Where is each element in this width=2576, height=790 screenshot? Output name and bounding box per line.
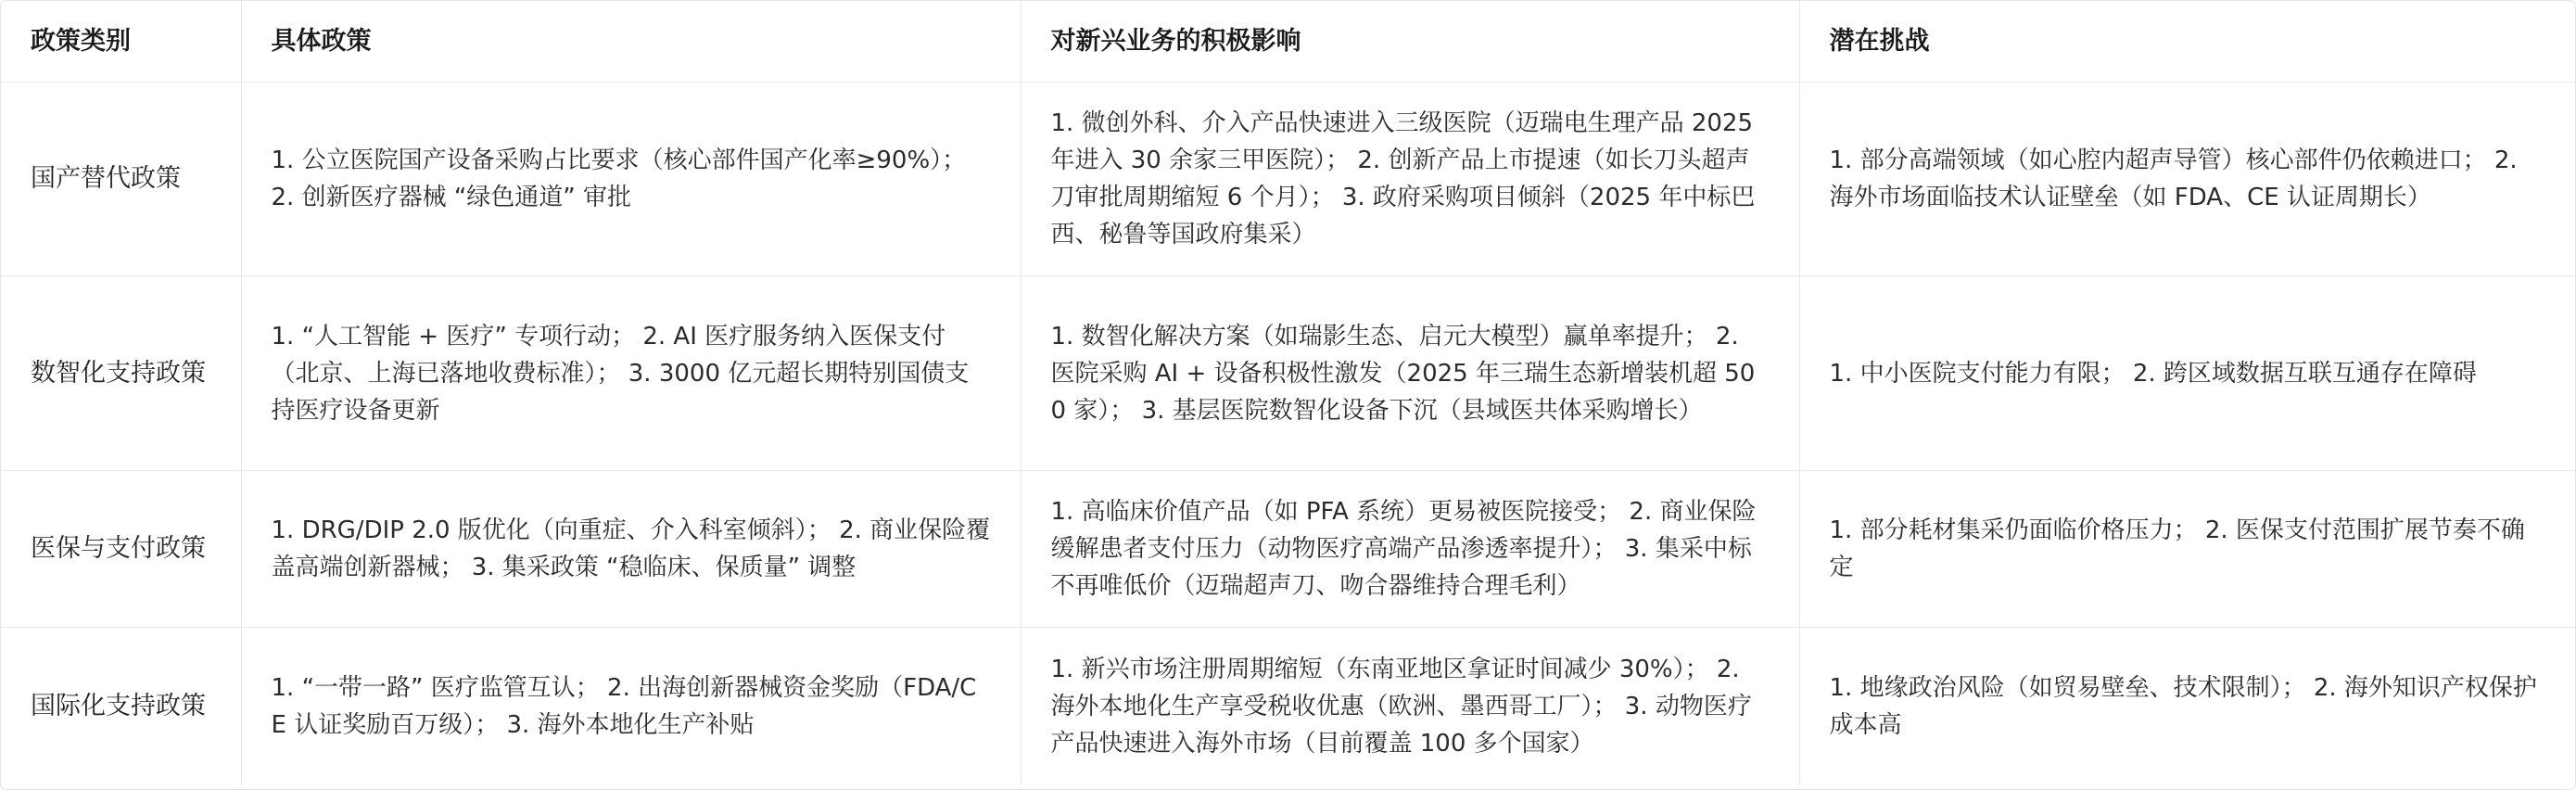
cell-challenge: 1. 地缘政治风险（如贸易壁垒、技术限制）； 2. 海外知识产权保护成本高	[1829, 674, 2537, 739]
header-policy-category: 政策类别	[1, 1, 241, 83]
cell-category: 医保与支付政策	[1, 471, 241, 628]
header-specific-policy: 具体政策	[241, 1, 1021, 83]
cell-impact: 1. 微创外科、介入产品快速进入三级医院（迈瑞电生理产品 2025 年进入 30 余家三甲医院）； 2. 创新产品上市提速（如长刀头超声刀审批周期缩短 6 个月）； 3. 政府采购项目倾斜（2025 年中标巴西、秘鲁等国政府集采）	[1021, 83, 1799, 276]
table-row	[1, 471, 2575, 628]
table-header-row	[1, 1, 2575, 83]
cell-policy: 1. 公立医院国产设备采购占比要求（核心部件国产化率≥90%）； 2. 创新医疗器械 “绿色通道” 审批	[241, 83, 1021, 276]
policy-table	[1, 1, 2575, 785]
cell-category: 国际化支持政策	[1, 628, 241, 786]
header-positive-impact: 对新兴业务的积极影响	[1021, 1, 1799, 83]
table-row	[1, 628, 2575, 786]
cell-category: 数智化支持政策	[1, 276, 241, 471]
cell-impact: 1. 高临床价值产品（如 PFA 系统）更易被医院接受； 2. 商业保险缓解患者支付压力（动物医疗高端产品渗透率提升）； 3. 集采中标不再唯低价（迈瑞超声刀、吻合器维持合理毛利）	[1021, 471, 1799, 628]
table-row	[1, 83, 2575, 276]
cell-impact: 1. 数智化解决方案（如瑞影生态、启元大模型）赢单率提升； 2. 医院采购 AI + 设备积极性激发（2025 年三瑞生态新增装机超 500 家）； 3. 基层医院数智化设备下沉（县域医共体采购增长）	[1021, 276, 1799, 471]
table-row	[1, 276, 2575, 471]
cell-challenge: 1. 部分耗材集采仍面临价格压力； 2. 医保支付范围扩展节奏不确定	[1799, 471, 2575, 628]
cell-policy: 1. DRG/DIP 2.0 版优化（向重症、介入科室倾斜）； 2. 商业保险覆盖高端创新器械； 3. 集采政策 “稳临床、保质量” 调整	[241, 471, 1021, 628]
cell-challenge: 1. 中小医院支付能力有限； 2. 跨区域数据互联互通存在障碍	[1799, 276, 2575, 471]
cell-policy: 1. “一带一路” 医疗监管互认； 2. 出海创新器械资金奖励（FDA/CE 认证奖励百万级）； 3. 海外本地化生产补贴	[241, 628, 1021, 786]
cell-policy: 1. “人工智能 + 医疗” 专项行动； 2. AI 医疗服务纳入医保支付（北京、上海已落地收费标准）； 3. 3000 亿元超长期特别国债支持医疗设备更新	[241, 276, 1021, 471]
cell-impact: 1. 新兴市场注册周期缩短（东南亚地区拿证时间减少 30%）； 2. 海外本地化生产享受税收优惠（欧洲、墨西哥工厂）； 3. 动物医疗产品快速进入海外市场（目前覆盖 100 多个国家）	[1021, 628, 1799, 786]
cell-category: 国产替代政策	[1, 83, 241, 276]
header-potential-challenge: 潜在挑战	[1799, 1, 2575, 83]
cell-challenge: 1. 部分高端领域（如心腔内超声导管）核心部件仍依赖进口； 2. 海外市场面临技术认证壁垒（如 FDA、CE 认证周期长）	[1799, 83, 2575, 276]
